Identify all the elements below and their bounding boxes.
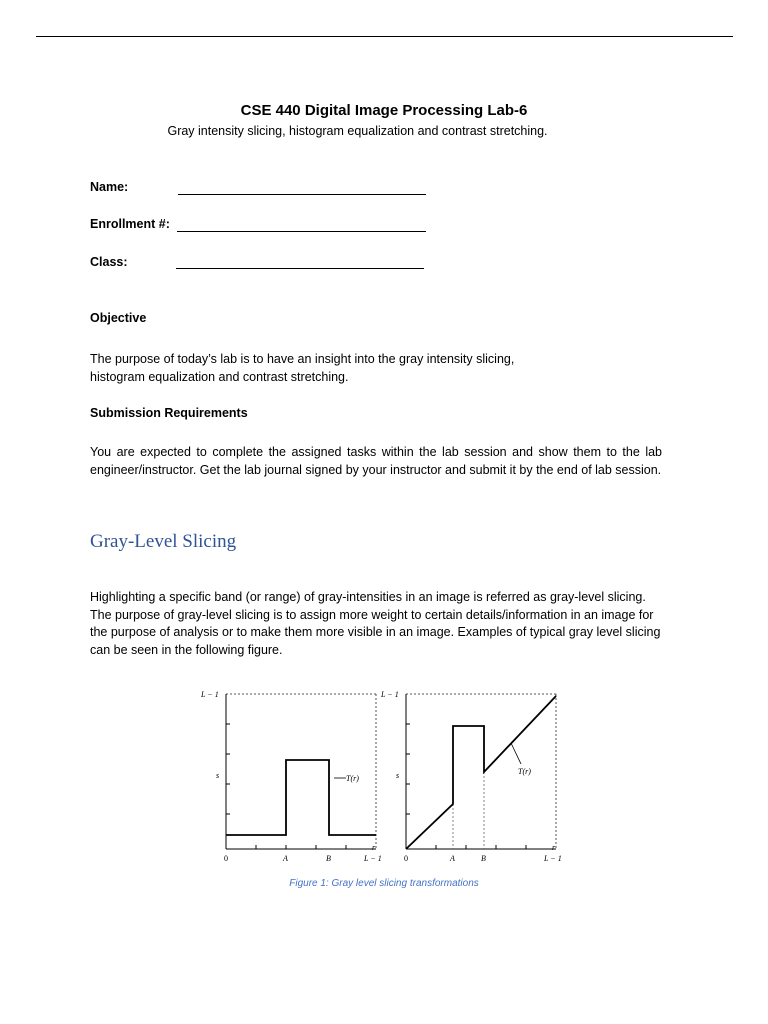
left-plot bbox=[200, 690, 382, 863]
left-L1-label: L − 1 bbox=[201, 690, 219, 699]
class-label: Class: bbox=[90, 255, 128, 269]
gray-level-text: Highlighting a specific band (or range) of gray-intensities in an image is referred as gray-level slicing. The purpose of gray-level slicing is to assign more weight to certain details/information in an image for the purpose of analysis or to make them more visible in an image. Examples of typical gray level slicing can be seen in the following figure. bbox=[90, 590, 661, 657]
right-r-label: r bbox=[552, 843, 556, 852]
name-line bbox=[178, 194, 426, 195]
left-s-label: s bbox=[216, 771, 220, 780]
left-B-label: B bbox=[326, 854, 331, 863]
figure-caption: Figure 1: Gray level slicing transformations bbox=[289, 878, 479, 889]
submission-heading: Submission Requirements bbox=[90, 406, 248, 420]
right-s-label: s bbox=[396, 771, 400, 780]
right-B-label: B bbox=[481, 854, 486, 863]
right-tr-arrow bbox=[511, 743, 521, 764]
name-label: Name: bbox=[90, 180, 129, 194]
left-tr-label: T(r) bbox=[346, 774, 359, 783]
top-rule bbox=[36, 36, 733, 37]
left-transform-curve bbox=[226, 760, 376, 835]
enrollment-line bbox=[177, 231, 426, 232]
document-subtitle: Gray intensity slicing, histogram equalization and contrast stretching. bbox=[167, 124, 548, 138]
left-0-label: 0 bbox=[224, 854, 228, 863]
submission-text: You are expected to complete the assigned tasks within the lab session and show them to the lab engineer/instructor. Get the lab journal signed by your instructor and submit it by the end of lab session. bbox=[90, 445, 662, 477]
right-tr-label: T(r) bbox=[518, 767, 531, 776]
class-line bbox=[176, 268, 424, 269]
objective-text bbox=[90, 351, 670, 386]
left-L1-x-label: L − 1 bbox=[364, 854, 382, 863]
objective-line-2: histogram equalization and contrast stretching. bbox=[90, 369, 349, 384]
right-0-label: 0 bbox=[404, 854, 408, 863]
objective-heading: Objective bbox=[90, 311, 147, 325]
enrollment-label: Enrollment #: bbox=[90, 217, 170, 231]
left-A-label: A bbox=[283, 854, 288, 863]
right-plot bbox=[380, 690, 562, 863]
right-L1-label: L − 1 bbox=[381, 690, 399, 699]
document-title: CSE 440 Digital Image Processing Lab-6 bbox=[240, 102, 528, 119]
right-L1-x-label: L − 1 bbox=[544, 854, 562, 863]
objective-line-1: The purpose of today’s lab is to have an insight into the gray intensity slicing, bbox=[90, 352, 515, 366]
right-A-label: A bbox=[450, 854, 455, 863]
right-transform-curve bbox=[406, 696, 556, 849]
left-r-label: r bbox=[372, 843, 376, 852]
figure-slicing-transformations bbox=[196, 686, 576, 871]
figure-svg bbox=[196, 686, 576, 866]
section-title-gray-level-slicing: Gray-Level Slicing bbox=[90, 531, 237, 552]
